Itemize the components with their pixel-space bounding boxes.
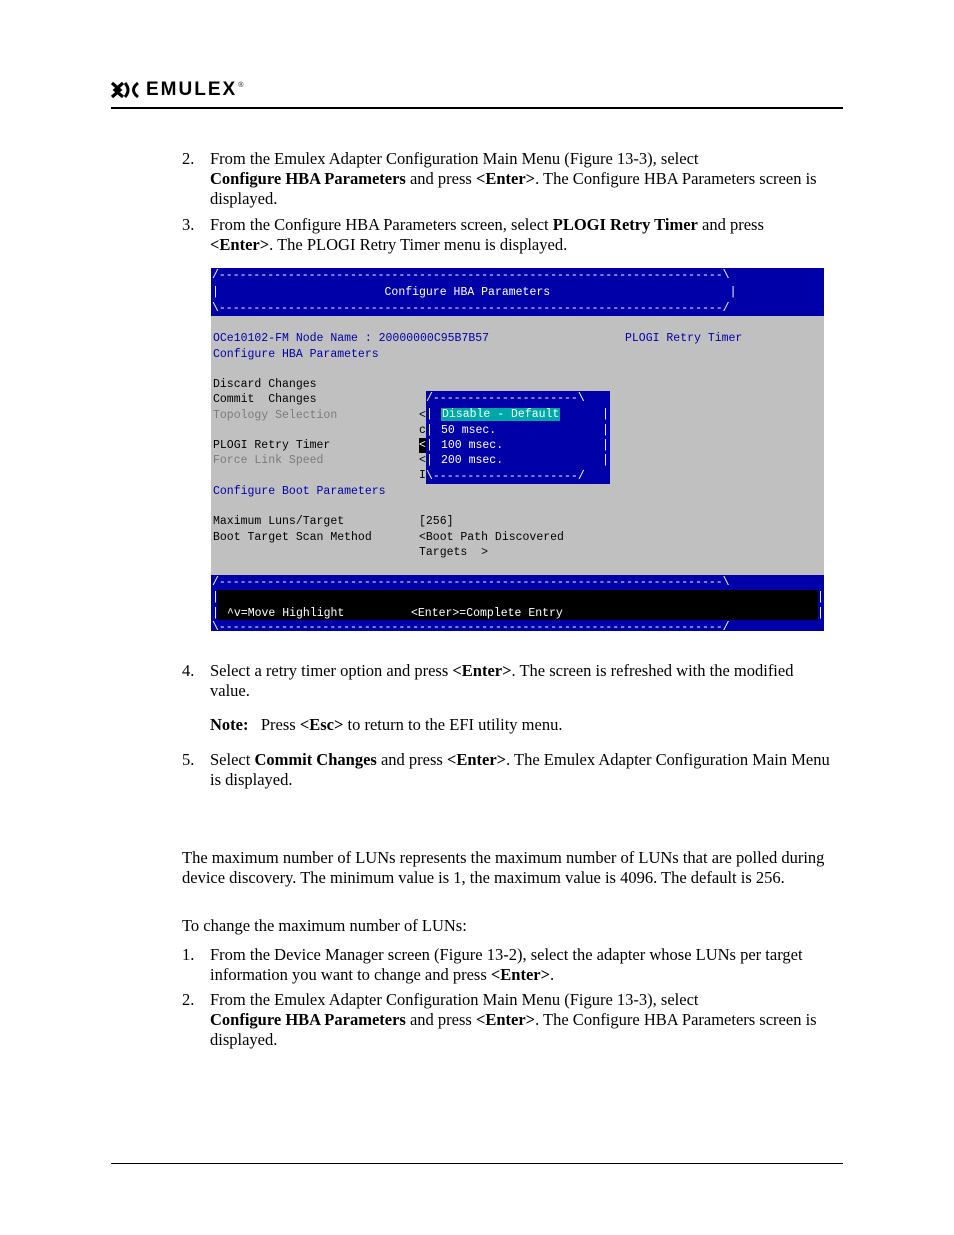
menu-plogi-retry-timer[interactable]: PLOGI Retry Timer — [213, 439, 331, 452]
menu-discard-changes[interactable]: Discard Changes — [213, 378, 317, 391]
menu-force-link-speed[interactable]: Force Link Speed — [213, 454, 324, 467]
value-fragment: I — [419, 469, 426, 482]
node-name: OCe10102-FM Node Name : 20000000C95B7B57 — [213, 332, 490, 345]
screen-title: | Configure HBA Parameters | — [212, 286, 737, 299]
value-fragment: < — [419, 409, 426, 422]
popup-option-disable[interactable]: Disable - Default — [442, 408, 560, 421]
value-fragment: c — [419, 424, 426, 437]
logo-text: EMULEX — [146, 79, 238, 100]
screen-hint-bar: /-------------------------------------------------------------------------\ | | | | ^v=Move Highlight <Enter>=Complete Entry \-------------------------------------------------------------------------/ — [212, 576, 824, 631]
popup-option-100[interactable]: 100 msec. — [441, 439, 504, 452]
menu-configure-boot-parameters[interactable]: Configure Boot Parameters — [213, 485, 386, 498]
popup-option-50[interactable]: 50 msec. — [441, 424, 497, 437]
step-text: From the Device Manager screen (Figure 13-2), select the adapter whose LUNs per target information you want to change and press <Enter>. — [210, 945, 803, 984]
emulex-logo — [111, 79, 243, 101]
step-text: Select Commit Changes and press <Enter>. The Emulex Adapter Configuration Main Menu is displayed. — [210, 750, 830, 789]
emulex-logo-icon — [111, 81, 141, 99]
hint-enter: <Enter>=Complete Entry — [411, 607, 563, 620]
step-text: From the Configure HBA Parameters screen, select PLOGI Retry Timer and press <Enter>. The PLOGI Retry Timer menu is displayed. — [210, 215, 764, 254]
step-text: From the Emulex Adapter Configuration Main Menu (Figure 13-3), select Configure HBA Parameters and press <Enter>. The Configure HBA Parameters screen is displayed. — [210, 149, 817, 208]
body-paragraph: The maximum number of LUNs represents the maximum number of LUNs that are polled during device discovery. The minimum value is 1, the maximum value is 4096. The default is 256. — [182, 848, 825, 887]
help-title: PLOGI Retry Timer — [625, 332, 743, 345]
menu-boot-target-scan[interactable]: Boot Target Scan Method — [213, 531, 372, 544]
value-fragment: < — [419, 454, 426, 467]
step-number: 2. — [182, 149, 195, 168]
step-number: 2. — [182, 990, 195, 1009]
menu-commit-changes[interactable]: Commit Changes — [213, 393, 317, 406]
value-fragment: < — [419, 439, 426, 452]
efi-screen-figure — [211, 268, 824, 631]
step-number: 1. — [182, 945, 195, 964]
plogi-retry-popup: /---------------------\ | | | | | | | | Disable - Default 50 msec. 100 msec. 200 msec. \---------------------/ — [426, 392, 609, 483]
step-text: Select a retry timer option and press <Enter>. The screen is refreshed with the modified value. — [210, 661, 794, 700]
boot-scan-value: <Boot Path Discovered — [419, 531, 564, 544]
screen-title-bar: /-------------------------------------------------------------------------\ | Configure HBA Parameters | \-------------------------------------------------------------------------/ — [211, 268, 824, 316]
step-number: 5. — [182, 750, 195, 769]
note: Note: Press <Esc> to return to the EFI utility menu. — [210, 715, 563, 734]
hint-move: ^v=Move Highlight — [227, 607, 345, 620]
menu-topology-selection[interactable]: Topology Selection — [213, 409, 338, 422]
section-title: Configure HBA Parameters — [213, 348, 379, 361]
step-number: 4. — [182, 661, 195, 680]
max-luns-value: [256] — [419, 515, 454, 528]
menu-max-luns[interactable]: Maximum Luns/Target — [213, 515, 345, 528]
popup-option-200[interactable]: 200 msec. — [441, 454, 504, 467]
logo-trademark: ® — [238, 81, 244, 89]
body-paragraph: To change the maximum number of LUNs: — [182, 916, 467, 935]
boot-scan-value-cont: Targets > — [419, 546, 489, 559]
step-text: From the Emulex Adapter Configuration Main Menu (Figure 13-3), select Configure HBA Parameters and press <Enter>. The Configure HBA Parameters screen is displayed. — [210, 990, 817, 1049]
header-rule — [111, 107, 843, 109]
footer-rule — [111, 1163, 843, 1164]
step-number: 3. — [182, 215, 195, 234]
